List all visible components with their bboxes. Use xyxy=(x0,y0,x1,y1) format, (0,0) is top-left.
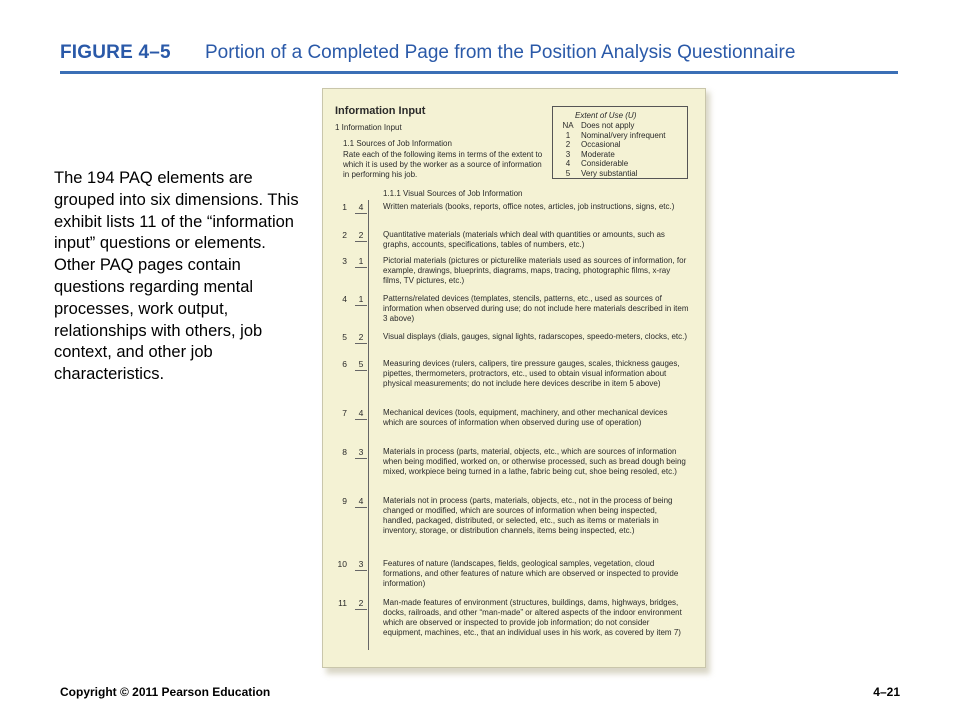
item-rating: 2 xyxy=(355,332,367,344)
scale-label: Moderate xyxy=(581,149,615,159)
item-number: 7 xyxy=(342,408,347,418)
item-rating: 3 xyxy=(355,447,367,459)
item-description: Written materials (books, reports, office notes, articles, job instructions, signs, etc.) xyxy=(383,202,675,211)
questionnaire-page xyxy=(322,88,706,668)
scale-code: 1 xyxy=(565,130,571,140)
item-number: 11 xyxy=(338,598,347,608)
description-text: The 194 PAQ elements are grouped into six dimensions. This exhibit lists 11 of the “information input” questions or elements. Other PAQ pages contain questions regarding mental processes, work output, relationships with others, job context, and other job characteristics. xyxy=(54,169,299,384)
scale-label: Does not apply xyxy=(581,121,635,130)
item-rating: 1 xyxy=(355,294,367,306)
scale-label: Nominal/very infrequent xyxy=(581,130,666,140)
scale-label: Considerable xyxy=(581,159,629,168)
page-number: 4–21 xyxy=(873,685,900,699)
subsubsection-label: 1.1.1 Visual Sources of Job Information xyxy=(383,189,523,198)
extent-title: Extent of Use (U) xyxy=(575,111,637,120)
item-rating: 4 xyxy=(355,496,367,508)
scale-code: 5 xyxy=(565,168,571,178)
rating-column-line xyxy=(368,200,369,650)
item-number: 5 xyxy=(342,332,347,342)
scale-code: NA xyxy=(562,121,574,130)
scale-row xyxy=(559,169,637,179)
rating-instructions: Rate each of the following items in terms of the extent to which it is used by the worker as a source of information in performing his job. xyxy=(343,150,543,179)
item-number: 2 xyxy=(342,230,347,240)
figure-title: Portion of a Completed Page from the Position Analysis Questionnaire xyxy=(205,42,796,63)
item-rating: 4 xyxy=(355,408,367,420)
item-rating: 4 xyxy=(355,202,367,214)
item-description: Quantitative materials (materials which deal with quantities or amounts, such as graphs, accounts, specifications, tables of numbers, etc.) xyxy=(383,230,665,249)
item-description: Features of nature (landscapes, fields, geological samples, vegetation, cloud formations, and other features of nature which are observed or inspected to provide information) xyxy=(383,559,679,588)
scale-row xyxy=(559,121,634,131)
item-rating: 3 xyxy=(355,559,367,571)
scale-row xyxy=(559,131,665,141)
figure-label: FIGURE 4–5 xyxy=(60,42,171,63)
item-description: Patterns/related devices (templates, stencils, patterns, etc., used as sources of information when observed during use; do not include here materials described in item 3 above) xyxy=(383,294,689,323)
item-rating: 2 xyxy=(355,230,367,242)
item-number: 1 xyxy=(342,202,347,212)
item-description: Measuring devices (rulers, calipers, tire pressure gauges, scales, thickness gauges, pipettes, thermometers, protractors, etc., used to obtain visual information about physical measurements; do not include here devices describe in item 5 above) xyxy=(383,359,680,388)
scale-code: 3 xyxy=(565,149,571,159)
item-description: Visual displays (dials, gauges, signal lights, radarscopes, speedo-meters, clocks, etc.) xyxy=(383,332,687,341)
subsection-label: 1.1 Sources of Job Information xyxy=(343,139,452,148)
item-number: 10 xyxy=(337,559,347,569)
item-number: 9 xyxy=(342,496,347,506)
item-description: Pictorial materials (pictures or picturelike materials used as sources of information, for example, drawings, blueprints, diagrams, maps, tracing, photographic films, x-ray films, TV pictures, etc.) xyxy=(383,256,687,285)
item-description: Materials not in process (parts, materials, objects, etc., not in the process of being changed or modified, which are sources of information when being inspected, handled, packaged, distributed, or selected, etc., such as items or materials in inventory, storage, or distribution channels, items being inspected, etc.) xyxy=(383,496,673,535)
item-number: 4 xyxy=(342,294,347,304)
item-number: 3 xyxy=(342,256,347,266)
scale-row xyxy=(559,150,615,160)
item-description: Mechanical devices (tools, equipment, machinery, and other mechanical devices which are sources of information when observed during use of operation) xyxy=(383,408,668,427)
scale-code: 4 xyxy=(565,159,571,168)
item-number: 6 xyxy=(342,359,347,369)
scale-label: Occasional xyxy=(581,140,621,149)
copyright: Copyright © 2011 Pearson Education xyxy=(60,685,271,699)
scale-code: 2 xyxy=(565,140,571,149)
section-label: 1 Information Input xyxy=(335,123,402,132)
item-rating: 5 xyxy=(355,359,367,371)
scale-row xyxy=(559,159,628,169)
scale-row xyxy=(559,140,621,150)
item-rating: 1 xyxy=(355,256,367,268)
scale-label: Very substantial xyxy=(581,168,638,178)
item-description: Materials in process (parts, material, objects, etc., which are sources of information when being modified, worked on, or otherwise processed, such as bread dough being mixed, workpiece being turned in a lathe, fabric being cut, shoe being resoled, etc.) xyxy=(383,447,686,476)
questionnaire-heading: Information Input xyxy=(335,105,426,117)
item-number: 8 xyxy=(342,447,347,457)
extent-of-use-legend xyxy=(552,106,688,179)
item-description: Man-made features of environment (structures, buildings, dams, highways, bridges, docks, railroads, and other “man-made” or altered aspects of the indoor environment which are observed or inspected to provide job information; do not consider equipment, machines, etc., that an individual uses in his work, as covered by item 7) xyxy=(383,598,682,637)
item-rating: 2 xyxy=(355,598,367,610)
header-rule xyxy=(60,71,898,74)
